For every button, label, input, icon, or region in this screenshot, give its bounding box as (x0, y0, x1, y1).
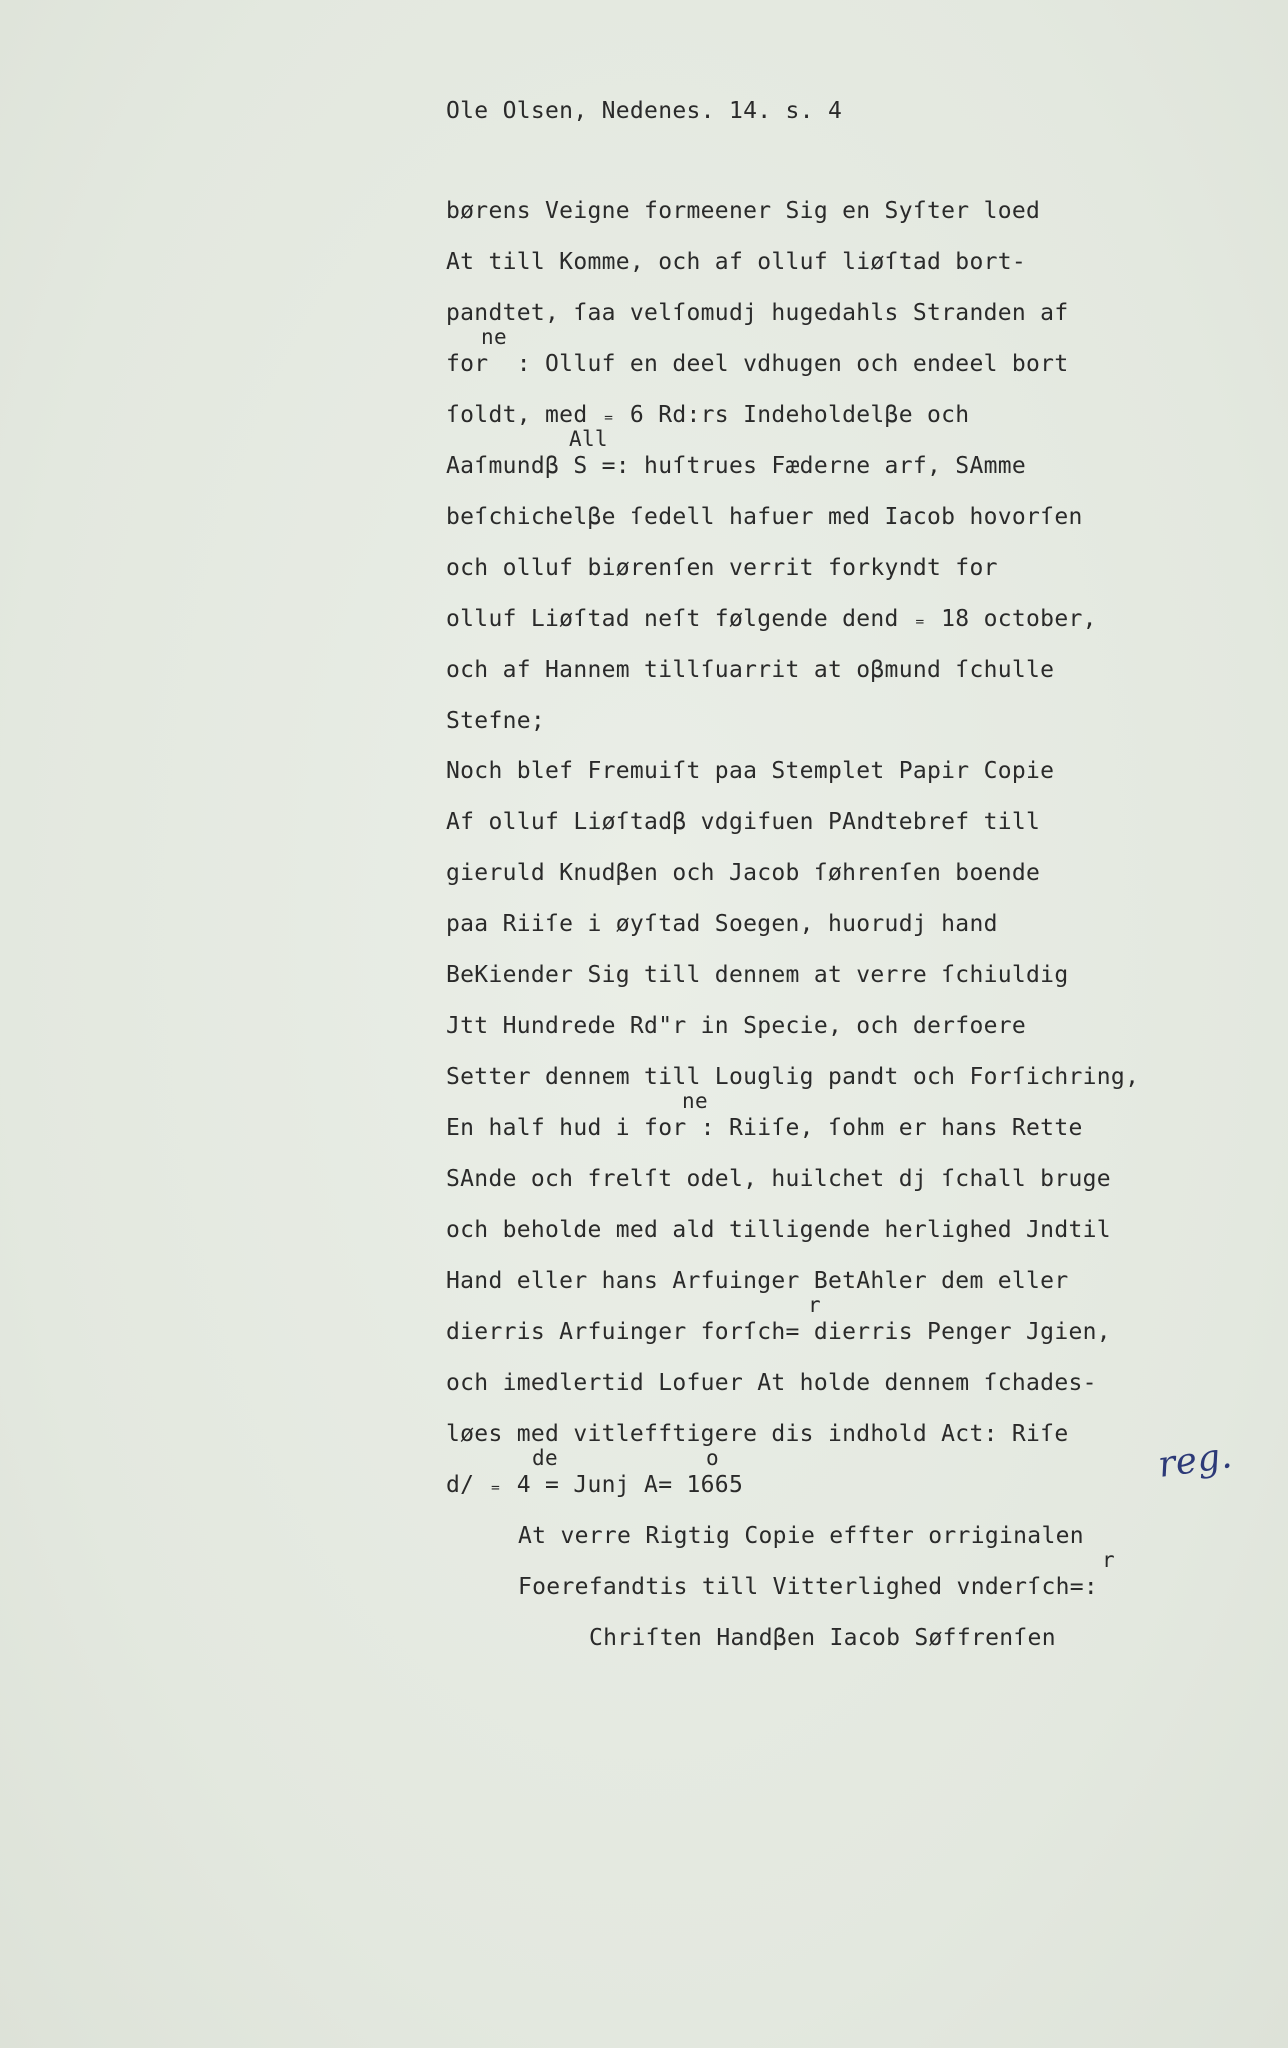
text-line: ſoldt, med ₌ 6 Rd:rs Indeholdelβe och (446, 402, 970, 428)
text-line: At till Komme, och af olluf liøſtad bort- (446, 249, 1027, 275)
text-line: Aaſmundβ S =: huſtrues Fæderne arf, SAmme (446, 453, 1027, 479)
page-header: Ole Olsen, Nedenes. 14. s. 4 (446, 98, 843, 124)
text-line: At verre Rigtig Copie effter orriginalen (518, 1523, 1084, 1549)
text-line: Jtt Hundrede Rd"r in Specie, och derfoere (446, 1013, 1027, 1039)
interlinear-note: r (1102, 1548, 1115, 1572)
text-line: dierris Arfuinger forſch= dierris Penger Jgien, (446, 1319, 1111, 1345)
text-line: paa Riiſe i øyſtad Soegen, huorudj hand (446, 911, 998, 937)
text-line: Af olluf Liøſtadβ vdgifuen PAndtebref till (446, 809, 1041, 835)
interlinear-note: All (569, 427, 608, 451)
signature-line: Chriſten Handβen Iacob Søffrenſen (589, 1625, 1056, 1651)
text-line: d/ ₌ 4 = Junj A= 1665 (446, 1472, 744, 1498)
interlinear-note: ne (682, 1089, 708, 1113)
interlinear-note: de (532, 1446, 558, 1470)
text-line: och imedlertid Lofuer At holde dennem ſchades- (446, 1370, 1097, 1396)
text-line: Noch blef Fremuiſt paa Stemplet Papir Copie (446, 758, 1055, 784)
text-line: BeKiender Sig till dennem at verre ſchiuldig (446, 962, 1069, 988)
text-line: børens Veigne formeener Sig en Syſter loed (446, 198, 1041, 224)
text-line: SAnde och frelſt odel, huilchet dj ſchall bruge (446, 1166, 1111, 1192)
text-line: och beholde med ald tilligende herlighed Jndtil (446, 1217, 1111, 1243)
text-line: Stefne; (446, 708, 546, 734)
text-line: och af Hannem tillſuarrit at oβmund ſchulle (446, 657, 1055, 683)
text-line: beſchichelβe ſedell hafuer med Iacob hovorſen (446, 504, 1083, 530)
text-line: pandtet, ſaa velſomudj hugedahls Stranden af (446, 300, 1069, 326)
text-line: Hand eller hans Arfuinger BetAhler dem eller (446, 1268, 1069, 1294)
interlinear-note: ne (481, 325, 507, 349)
text-line: for : Olluf en deel vdhugen och endeel bort (446, 351, 1069, 377)
interlinear-note: o (706, 1446, 719, 1470)
text-line: løes med vitlefftigere dis indhold Act: Riſe (446, 1421, 1069, 1447)
text-line: olluf Liøſtad neſt følgende dend ₌ 18 october, (446, 606, 1097, 632)
handwritten-margin-note: reg. (1155, 1435, 1235, 1486)
interlinear-note: r (808, 1293, 821, 1317)
text-line: Foerefandtis till Vitterlighed vnderſch=: (518, 1574, 1099, 1600)
text-line: Setter dennem till Louglig pandt och Forſichring, (446, 1064, 1140, 1090)
text-line: gieruld Knudβen och Jacob ſøhrenſen boende (446, 860, 1041, 886)
text-line: En half hud i for : Riiſe, ſohm er hans Rette (446, 1115, 1083, 1141)
text-line: och olluf biørenſen verrit forkyndt for (446, 555, 998, 581)
